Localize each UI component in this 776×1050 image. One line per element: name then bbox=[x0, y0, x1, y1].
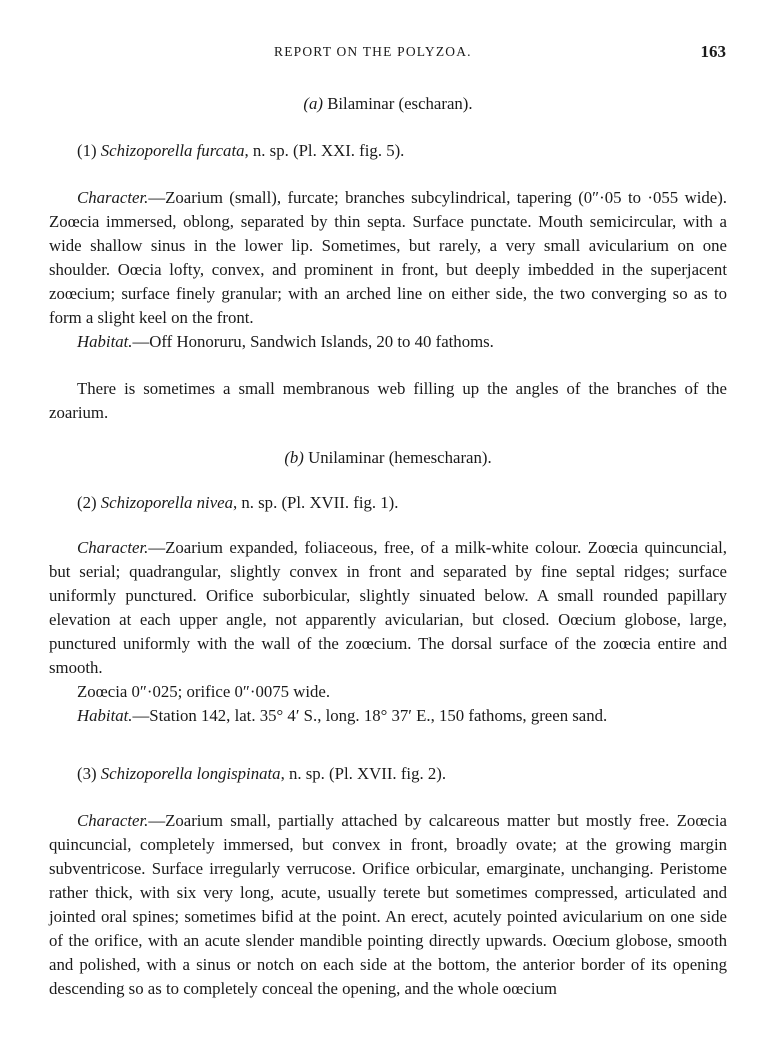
species-1-habitat-text: —Off Honoruru, Sandwich Islands, 20 to 40 fathoms. bbox=[132, 332, 494, 351]
species-1-number: (1) bbox=[77, 141, 97, 160]
species-1-character-label: Character. bbox=[77, 188, 149, 207]
species-1-character bbox=[49, 186, 727, 330]
species-2-character-label: Character. bbox=[77, 538, 149, 557]
species-3-character bbox=[49, 809, 727, 1001]
species-1-title bbox=[49, 139, 727, 163]
species-2-name: Schizoporella nivea bbox=[100, 493, 233, 512]
species-1-habitat-label: Habitat. bbox=[77, 332, 133, 351]
species-2-habitat-label: Habitat. bbox=[77, 706, 133, 725]
species-2-title bbox=[49, 491, 727, 515]
species-1-habitat bbox=[49, 330, 727, 354]
species-3-character-text: —Zoarium small, partially attached by calcareous matter but mostly free. Zoœcia quincuncial, completely immersed, but convex in front, broadly ovate; at the growing margin subventricose. Surface irregularly verrucose. Orifice orbicular, emarginate, unchanging. Peristome rather thick, with six very long, acute, usually terete but sometimes compressed, articulated and jointed oral spines; sometimes bifid at the point. An erect, acutely pointed avicularium on one side of the orifice, with an acute slender mandible pointing directly upwards. Oœcium globose, smooth and polished, with a sinus or notch on each side at the bottom, the anterior border of its opening descending so as to completely conceal the opening, and the whole oœcium bbox=[49, 811, 727, 998]
species-3-character-label: Character. bbox=[77, 811, 149, 830]
species-2-habitat bbox=[49, 704, 727, 728]
section-b-title: Unilaminar (hemescharan). bbox=[308, 448, 492, 467]
page-body bbox=[49, 92, 727, 1001]
page-header bbox=[0, 44, 776, 68]
species-2-measurements: Zoœcia 0″·025; orifice 0″·0075 wide. bbox=[77, 682, 331, 701]
species-2-character bbox=[49, 536, 727, 680]
species-1-citation: , n. sp. (Pl. XXI. fig. 5). bbox=[244, 141, 405, 160]
section-a-label: (a) bbox=[303, 94, 323, 113]
species-2-number: (2) bbox=[77, 493, 97, 512]
section-a-title: Bilaminar (escharan). bbox=[327, 94, 473, 113]
species-3-name: Schizoporella longispinata bbox=[100, 764, 281, 783]
running-title: REPORT ON THE POLYZOA. bbox=[274, 44, 472, 59]
species-3-title bbox=[49, 762, 727, 786]
species-2-character-text: —Zoarium expanded, foliaceous, free, of a milk-white colour. Zoœcia quincuncial, but serial; quadrangular, slightly convex in front and separated by fine septal ridges; surface uniformly punctured. Orifice suborbicular, slightly sinuated below. A small rounded papillary elevation at each upper angle, not apparently avicularian, but closed. Oœcium globose, large, punctured uniformly with the wall of the zoœcium. The dorsal surface of the zoœcia entire and smooth. bbox=[49, 538, 727, 677]
section-b-heading bbox=[49, 446, 727, 470]
species-2-citation: , n. sp. (Pl. XVII. fig. 1). bbox=[232, 493, 399, 512]
section-a-heading bbox=[49, 92, 727, 116]
page-number: 163 bbox=[700, 42, 726, 61]
species-3-citation: , n. sp. (Pl. XVII. fig. 2). bbox=[280, 764, 447, 783]
species-3-number: (3) bbox=[77, 764, 97, 783]
species-1-note: There is sometimes a small membranous web filling up the angles of the branches of the zoarium. bbox=[49, 379, 727, 422]
species-1-name: Schizoporella furcata bbox=[100, 141, 245, 160]
species-2-habitat-text: —Station 142, lat. 35° 4′ S., long. 18° 37′ E., 150 fathoms, green sand. bbox=[132, 706, 608, 725]
section-b-label: (b) bbox=[284, 448, 304, 467]
species-1-character-text: —Zoarium (small), furcate; branches subcylindrical, tapering (0″·05 to ·055 wide). Zoœcia immersed, oblong, separated by thin septa. Surface punctate. Mouth semicircular, with a wide shallow sinus in the lower lip. Sometimes, but rarely, a very small avicularium on one shoulder. Oœcia lofty, convex, and prominent in front, but deeply imbedded in the superjacent zoœcium; surface finely granular; with an arched line on either side, the two converging so as to form a slight keel on the front. bbox=[49, 188, 727, 327]
